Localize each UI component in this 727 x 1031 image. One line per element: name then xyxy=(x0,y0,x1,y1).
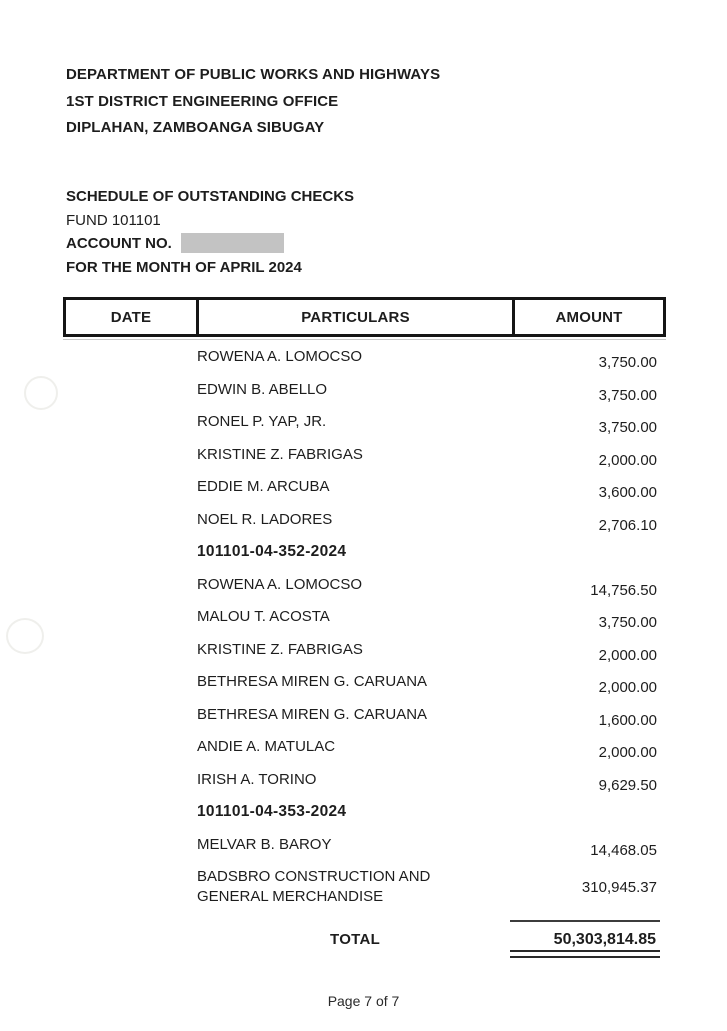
page-footer xyxy=(0,993,727,1009)
row-particulars: NOEL R. LADORES xyxy=(197,510,333,528)
row-particulars: IRISH A. TORINO xyxy=(197,770,317,788)
table-row-check-number xyxy=(63,802,666,835)
account-label: ACCOUNT NO. xyxy=(66,235,172,252)
row-particulars: MALOU T. ACOSTA xyxy=(197,608,330,625)
total-double-rule xyxy=(510,950,660,958)
row-amount: 2,000.00 xyxy=(598,679,657,696)
row-particulars: BADSBRO CONSTRUCTION AND GENERAL MERCHANDISE xyxy=(197,868,431,905)
row-particulars: ROWENA A. LOMOCSO xyxy=(197,348,363,365)
row-particulars: 101101-04-353-2024 xyxy=(197,803,347,820)
table-row xyxy=(63,737,666,770)
table-header-scan-shadow xyxy=(63,339,666,340)
row-particulars: MELVAR B. BAROY xyxy=(197,835,332,853)
row-particulars: RONEL P. YAP, JR. xyxy=(197,413,327,430)
page-number: Page 7 of 7 xyxy=(327,993,400,1009)
table-row xyxy=(63,347,666,380)
table-row xyxy=(63,672,666,705)
row-amount: 3,750.00 xyxy=(598,354,657,371)
org-header xyxy=(66,62,440,142)
org-location: DIPLAHAN, ZAMBOANGA SIBUGAY xyxy=(66,119,325,136)
row-amount: 1,600.00 xyxy=(598,711,657,729)
checks-table-body xyxy=(63,347,666,917)
table-row xyxy=(63,380,666,413)
total-top-rule xyxy=(510,920,660,922)
row-particulars: BETHRESA MIREN G. CARUANA xyxy=(197,673,428,690)
row-amount: 3,750.00 xyxy=(598,614,657,631)
table-row-check-number xyxy=(63,542,666,575)
fund-line: FUND 101101 xyxy=(66,211,161,229)
table-row xyxy=(63,445,666,478)
row-amount: 14,756.50 xyxy=(590,581,657,599)
table-row xyxy=(63,477,666,510)
row-amount: 3,750.00 xyxy=(598,386,657,404)
account-line xyxy=(66,232,354,256)
table-row xyxy=(63,412,666,445)
table-row xyxy=(63,705,666,738)
row-amount: 3,750.00 xyxy=(598,419,657,436)
column-header-amount: AMOUNT xyxy=(555,308,623,326)
row-amount: 310,945.37 xyxy=(581,879,657,896)
table-row xyxy=(63,575,666,608)
org-office: 1ST DISTRICT ENGINEERING OFFICE xyxy=(66,92,339,110)
row-particulars: EDWIN B. ABELLO xyxy=(197,380,328,398)
checks-table-header xyxy=(63,297,666,337)
total-amount: 50,303,814.85 xyxy=(553,931,656,948)
row-amount: 2,000.00 xyxy=(598,646,657,664)
table-row xyxy=(63,640,666,673)
total-label: TOTAL xyxy=(330,931,381,948)
period-line: FOR THE MONTH OF APRIL 2024 xyxy=(66,258,302,276)
column-header-date: DATE xyxy=(110,308,152,326)
row-particulars: KRISTINE Z. FABRIGAS xyxy=(197,445,363,463)
row-particulars: ANDIE A. MATULAC xyxy=(197,738,336,755)
row-particulars: 101101-04-352-2024 xyxy=(197,543,347,560)
total-block xyxy=(63,915,666,965)
row-particulars: ROWENA A. LOMOCSO xyxy=(197,575,363,593)
hole-punch-mark xyxy=(6,618,44,654)
table-row xyxy=(63,835,666,868)
table-row xyxy=(63,510,666,543)
doc-info xyxy=(66,185,354,279)
table-row xyxy=(63,607,666,640)
row-amount: 9,629.50 xyxy=(598,776,657,794)
row-particulars: EDDIE M. ARCUBA xyxy=(197,478,330,495)
account-number-redaction xyxy=(181,233,284,253)
hole-punch-mark xyxy=(24,376,58,410)
org-name: DEPARTMENT OF PUBLIC WORKS AND HIGHWAYS xyxy=(66,66,441,83)
row-particulars: BETHRESA MIREN G. CARUANA xyxy=(197,705,428,723)
row-amount: 14,468.05 xyxy=(590,841,657,859)
row-amount: 2,000.00 xyxy=(598,744,657,761)
row-amount: 2,706.10 xyxy=(598,516,657,534)
row-particulars: KRISTINE Z. FABRIGAS xyxy=(197,640,363,658)
doc-title: SCHEDULE OF OUTSTANDING CHECKS xyxy=(66,188,355,205)
column-header-particulars: PARTICULARS xyxy=(196,300,515,334)
row-amount: 3,600.00 xyxy=(598,484,657,501)
table-row xyxy=(63,770,666,803)
table-row xyxy=(63,867,666,917)
row-amount: 2,000.00 xyxy=(598,451,657,469)
